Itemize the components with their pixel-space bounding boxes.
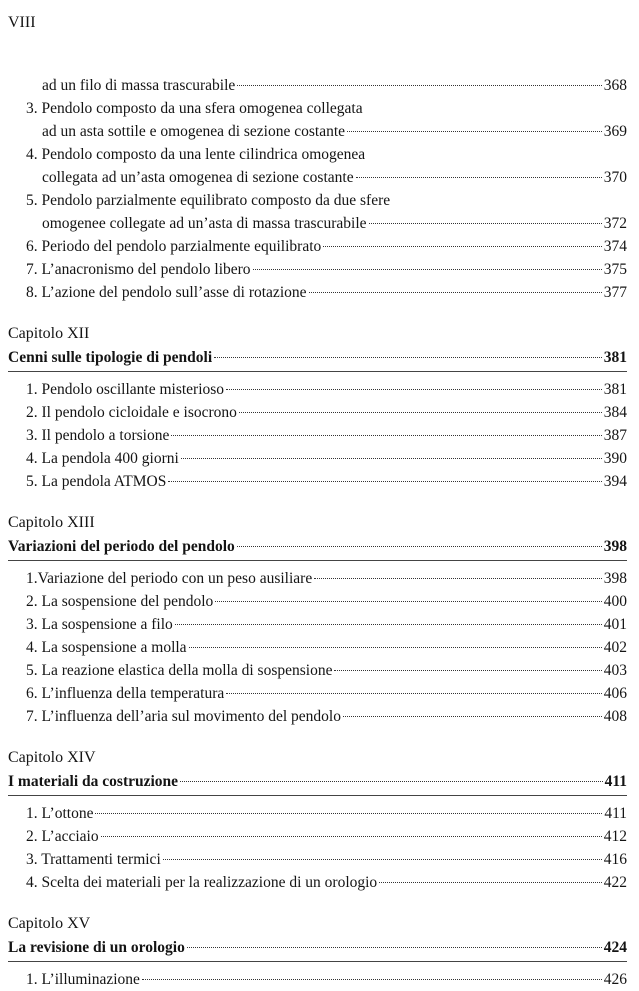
toc-entry — [8, 705, 627, 728]
toc-entry-label: 1.Variazione del periodo con un peso ausiliare — [26, 570, 313, 587]
toc-entry — [8, 424, 627, 447]
dot-leader — [239, 411, 602, 413]
toc-entry — [8, 120, 627, 143]
chapter-title-label: Variazioni del periodo del pendolo — [8, 538, 235, 555]
chapter-heading: Capitolo XII — [8, 325, 90, 342]
dot-leader — [237, 545, 602, 547]
toc-entry — [8, 567, 627, 590]
toc-entry-label: 1. Pendolo oscillante misterioso — [26, 381, 225, 398]
toc-entry-label: 3. La sospensione a filo — [26, 616, 173, 633]
toc-entry — [8, 401, 627, 424]
toc-entry-label: 6. L’influenza della temperatura — [26, 685, 225, 702]
dot-leader — [142, 978, 602, 980]
toc-entry-page: 381 — [603, 381, 627, 398]
toc-entry-label: 8. L’azione del pendolo sull’asse di rotazione — [26, 284, 307, 301]
toc-entry — [8, 848, 627, 871]
toc-entry-label: 3. Il pendolo a torsione — [26, 427, 170, 444]
dot-leader — [187, 946, 602, 948]
chapter-title — [8, 535, 627, 561]
toc-entry — [8, 802, 627, 825]
toc-entry-page: 369 — [603, 123, 627, 140]
dot-leader — [175, 623, 602, 625]
toc-entry-page: 403 — [603, 662, 627, 679]
toc-entry — [8, 378, 627, 401]
toc-entry-page: 401 — [603, 616, 627, 633]
chapter-title-page: 398 — [603, 538, 627, 555]
toc-entry-page: 422 — [603, 874, 627, 891]
dot-leader — [95, 812, 602, 814]
toc-entry-page: 408 — [603, 708, 627, 725]
toc-entry-page: 402 — [603, 639, 627, 656]
dot-leader — [226, 388, 602, 390]
dot-leader — [226, 692, 601, 694]
toc-entry-page: 398 — [603, 570, 627, 587]
toc-entry-page: 412 — [603, 828, 627, 845]
toc-entry-label: 1. L’ottone — [26, 805, 94, 822]
toc-entry-page: 400 — [603, 593, 627, 610]
toc-entry — [8, 258, 627, 281]
toc-entry-label: ad un filo di massa trascurabile — [42, 77, 236, 94]
toc-entry-label: 6. Periodo del pendolo parzialmente equilibrato — [26, 238, 322, 255]
dot-leader — [253, 268, 602, 270]
toc-entry-label: 5. La reazione elastica della molla di sospensione — [26, 662, 333, 679]
toc-entry — [8, 968, 627, 991]
toc-entry-page: 387 — [603, 427, 627, 444]
toc-entry-page: 370 — [603, 169, 627, 186]
toc-entry-page: 374 — [603, 238, 627, 255]
chapter-heading: Capitolo XIII — [8, 514, 95, 531]
dot-leader — [181, 457, 602, 459]
toc-entry-page: 390 — [603, 450, 627, 467]
chapter-title-page: 411 — [604, 773, 627, 790]
dot-leader — [323, 245, 601, 247]
toc-entry — [8, 871, 627, 894]
toc-entry — [8, 447, 627, 470]
toc-entry-label: 5. La pendola ATMOS — [26, 473, 167, 490]
table-of-contents — [8, 74, 627, 991]
toc-entry — [8, 825, 627, 848]
toc-entry-page: 416 — [603, 851, 627, 868]
toc-entry — [8, 166, 627, 189]
page-number: VIII — [8, 14, 36, 31]
chapter-heading: Capitolo XIV — [8, 749, 96, 766]
dot-leader — [168, 480, 601, 482]
toc-entry-label: collegata ad un’asta omogenea di sezione costante — [42, 169, 354, 186]
dot-leader — [214, 356, 602, 358]
dot-leader — [215, 600, 601, 602]
toc-entry-label: 3. Pendolo composto da una sfera omogenea collegata — [26, 100, 363, 117]
toc-entry-page: 426 — [603, 971, 627, 988]
toc-entry — [8, 636, 627, 659]
toc-entry-label: 2. L’acciaio — [26, 828, 99, 845]
toc-entry-page: 394 — [603, 473, 627, 490]
toc-entry-page: 377 — [603, 284, 627, 301]
dot-leader — [163, 858, 602, 860]
toc-entry-label: 7. L’influenza dell’aria sul movimento del pendolo — [26, 708, 341, 725]
toc-entry — [8, 281, 627, 304]
dot-leader — [101, 835, 602, 837]
toc-entry-label: ad un asta sottile e omogenea di sezione costante — [42, 123, 346, 140]
toc-entry — [8, 659, 627, 682]
toc-entry — [8, 235, 627, 258]
chapter-title — [8, 770, 627, 796]
dot-leader — [343, 715, 602, 717]
chapter-title — [8, 346, 627, 372]
toc-entry-label: 1. L’illuminazione — [26, 971, 140, 988]
toc-entry-page: 411 — [604, 805, 627, 822]
toc-entry-label: 3. Trattamenti termici — [26, 851, 161, 868]
toc-entry — [8, 74, 627, 97]
toc-entry — [8, 613, 627, 636]
chapter-title-label: La revisione di un orologio — [8, 939, 185, 956]
chapter-title — [8, 936, 627, 962]
toc-entry-page: 372 — [603, 215, 627, 232]
chapter-title-label: I materiali da costruzione — [8, 773, 179, 790]
toc-entry-label: 2. Il pendolo cicloidale e isocrono — [26, 404, 237, 421]
toc-entry-label: 7. L’anacronismo del pendolo libero — [26, 261, 251, 278]
toc-entry-page: 406 — [603, 685, 627, 702]
toc-entry — [8, 590, 627, 613]
toc-entry — [8, 470, 627, 493]
toc-entry-label: 5. Pendolo parzialmente equilibrato composto da due sfere — [26, 192, 391, 209]
toc-entry-label: 4. Pendolo composto da una lente cilindrica omogenea — [26, 146, 366, 163]
chapter-title-label: Cenni sulle tipologie di pendoli — [8, 349, 213, 366]
dot-leader — [314, 577, 602, 579]
toc-entry-page: 384 — [603, 404, 627, 421]
toc-entry-label: 2. La sospensione del pendolo — [26, 593, 214, 610]
toc-entry-page: 375 — [603, 261, 627, 278]
chapter-title-page: 424 — [603, 939, 627, 956]
toc-entry-label: 4. La pendola 400 giorni — [26, 450, 179, 467]
toc-entry — [8, 212, 627, 235]
chapter-heading: Capitolo XV — [8, 915, 91, 932]
dot-leader — [347, 130, 602, 132]
dot-leader — [356, 176, 602, 178]
toc-entry — [8, 682, 627, 705]
dot-leader — [309, 291, 602, 293]
dot-leader — [180, 780, 603, 782]
toc-entry-label: 4. La sospensione a molla — [26, 639, 187, 656]
dot-leader — [237, 84, 601, 86]
dot-leader — [369, 222, 602, 224]
dot-leader — [379, 881, 602, 883]
toc-entry-label: omogenee collegate ad un’asta di massa trascurabile — [42, 215, 367, 232]
chapter-title-page: 381 — [603, 349, 627, 366]
dot-leader — [334, 669, 601, 671]
toc-entry-label: 4. Scelta dei materiali per la realizzazione di un orologio — [26, 874, 378, 891]
dot-leader — [189, 646, 602, 648]
toc-entry-page: 368 — [603, 77, 627, 94]
dot-leader — [171, 434, 601, 436]
